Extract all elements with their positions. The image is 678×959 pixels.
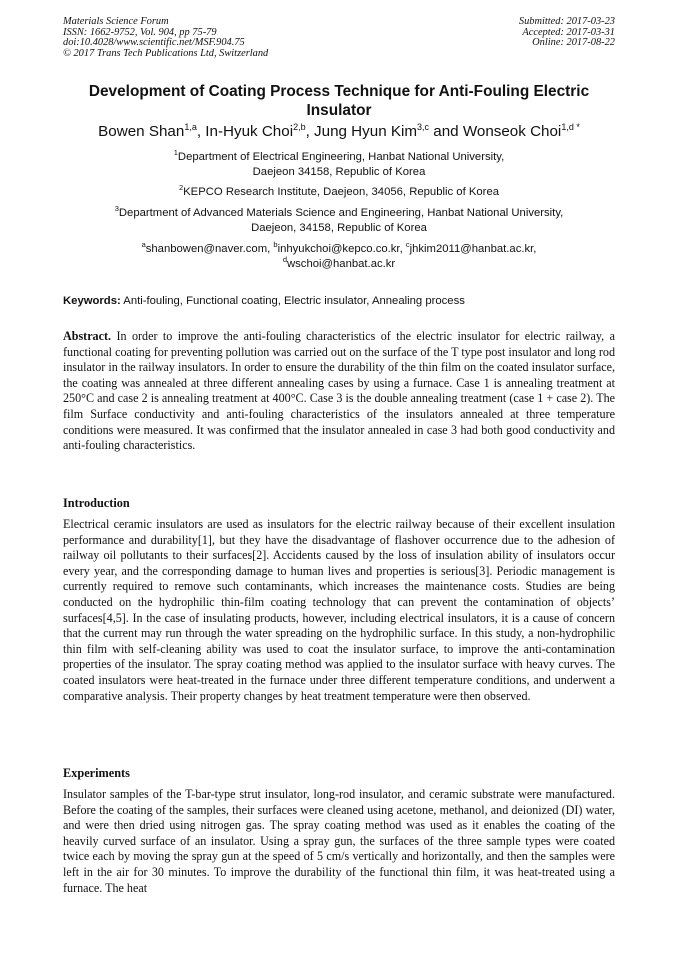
email-mark: c — [405, 240, 410, 250]
online-date: Online: 2017-08-22 — [532, 37, 615, 49]
keywords-text: Anti-fouling, Functional coating, Electric insulator, Annealing process — [120, 295, 465, 307]
author-affiliation-mark: 3,c — [417, 121, 430, 132]
keywords-label: Keywords: — [63, 295, 121, 307]
author-list — [40, 123, 638, 141]
author-name: Wonseok Choi — [462, 123, 562, 140]
abstract — [63, 329, 615, 454]
submission-dates — [519, 17, 615, 49]
affiliation-mark: 2 — [178, 183, 184, 193]
affiliation-line: Department of Advanced Materials Science and Engineering, Hanbat National University, — [118, 207, 564, 219]
experiments-text: Insulator samples of the T-bar-type strut insulator, long-rod insulator, and ceramic substrate were manufactured. Before the coating of the samples, their surfaces were cleaned using acetone, methanol, and deionized (DI) water, and were then dried using nitrogen gas. The spray coating method was used as it enables the coating of the heavily curved surface of an insulator. Using a spray gun, the surfaces of the three sample types were coated twice each by moving the spray gun at the speed of 5 cm/s vertically and horizontally, and then the samples were left in the air for 30 minutes. To improve the durability of the functional thin film, it was heat-treated using a furnace. The heat — [63, 787, 615, 895]
author-affiliation-mark: 1,d * — [561, 121, 580, 132]
submitted-date: Submitted: 2017-03-23 — [518, 16, 615, 27]
email-mark: b — [273, 240, 278, 250]
author-name: Bowen Shan — [98, 123, 185, 140]
affiliation-3 — [63, 206, 615, 236]
abstract-label: Abstract. — [63, 329, 112, 343]
affiliation-line: Daejeon, 34158, Republic of Korea — [251, 222, 427, 234]
journal-name: Materials Science Forum — [63, 16, 169, 27]
affiliation-line: KEPCO Research Institute, Daejeon, 34056, Republic of Korea — [183, 186, 500, 198]
paper-title: Development of Coating Process Technique for Anti-Fouling Electric Insulator — [88, 83, 590, 119]
email-mark: d — [282, 255, 287, 265]
affiliation-mark: 3 — [114, 204, 119, 214]
affiliation-2 — [63, 185, 615, 200]
issn-line: ISSN: 1662-9752, Vol. 904, pp 75-79 — [63, 26, 217, 38]
accepted-date: Accepted: 2017-03-31 — [522, 26, 615, 38]
email-link[interactable]: jhkim2011@hanbat.ac.kr, — [409, 243, 537, 255]
author-name: In-Hyuk Choi — [205, 123, 294, 140]
author-separator: , — [305, 123, 315, 140]
affiliation-mark: 1 — [173, 148, 178, 158]
abstract-text: In order to improve the anti-fouling characteristics of the electric insulator for electric railway, a functional coating for preventing pollution was carried out on the surface of the T type post insulator and long rod insulator in the railway insulators. In order to ensure the durability of the thin film on the coated insulator surface, the coating was annealed at three different annealing cases by using a furnace. Case 1 is annealing treatment at 250°C and case 2 is annealing treatment at 400°C. Case 3 is the double annealing treatment (case 1 + case 2). The film Surface conductivity and anti-fouling characteristics of the insulators annealed at three temperature conditions were measured. It was confirmed that the insulator annealed in case 3 had both good conductivity and anti-fouling characteristics. — [63, 329, 615, 453]
author-affiliation-mark: 1,a — [184, 121, 197, 132]
affiliation-line: Department of Electrical Engineering, Hanbat National University, — [177, 151, 505, 163]
email-link[interactable]: inhyukchoi@kepco.co.kr, — [277, 243, 406, 255]
copyright-line: © 2017 Trans Tech Publications Ltd, Switzerland — [63, 47, 269, 59]
affiliation-1 — [63, 150, 615, 180]
experiments-heading: Experiments — [63, 766, 130, 780]
author-separator: and — [429, 123, 463, 140]
author-emails — [63, 242, 615, 272]
affiliation-line: Daejeon 34158, Republic of Korea — [252, 166, 426, 178]
author-name: Jung Hyun Kim — [314, 123, 418, 140]
author-affiliation-mark: 2,b — [293, 121, 306, 132]
doi-line[interactable]: doi:10.4028/www.scientific.net/MSF.904.75 — [63, 37, 245, 49]
introduction-text: Electrical ceramic insulators are used as insulators for the electric railway because of their excellent insulation performance and durability[1], but they have the disadvantage of flashover occurrence due to the adhesion of railway oil pollutants to their surfaces[2]. Accidents caused by the loss of insulation ability of insulators occur every year, and the corresponding damage to human lives and properties is serious[3]. Periodic management is currently required to remove such contaminants, which increases the maintenance costs. Studies are being conducted on the hydrophilic thin-film coating technology that can prevent the contamination of objects’ surfaces[4,5]. In the case of insulating products, however, including electrical insulators, it is a cause of concern that the current may run through the water spreading on the hydrophilic surface. In this study, a non-hydrophilic thin film with self-cleaning ability was used to coat the insulator surface, to improve the anti-contamination properties of the insulator. The spray coating method was applied to the insulator surface with heavy curves. The coated insulators were heat-treated in the furnace under three different temperature conditions, and underwent a comparative analysis. Their property changes by heat treatment temperature were then observed. — [63, 517, 615, 703]
email-link[interactable]: wschoi@hanbat.ac.kr — [287, 258, 396, 270]
keywords — [63, 294, 615, 308]
email-mark: a — [141, 240, 146, 250]
journal-header — [63, 17, 268, 59]
author-separator: , — [196, 123, 206, 140]
introduction-heading: Introduction — [63, 496, 130, 510]
email-link[interactable]: shanbowen@naver.com, — [145, 243, 274, 255]
